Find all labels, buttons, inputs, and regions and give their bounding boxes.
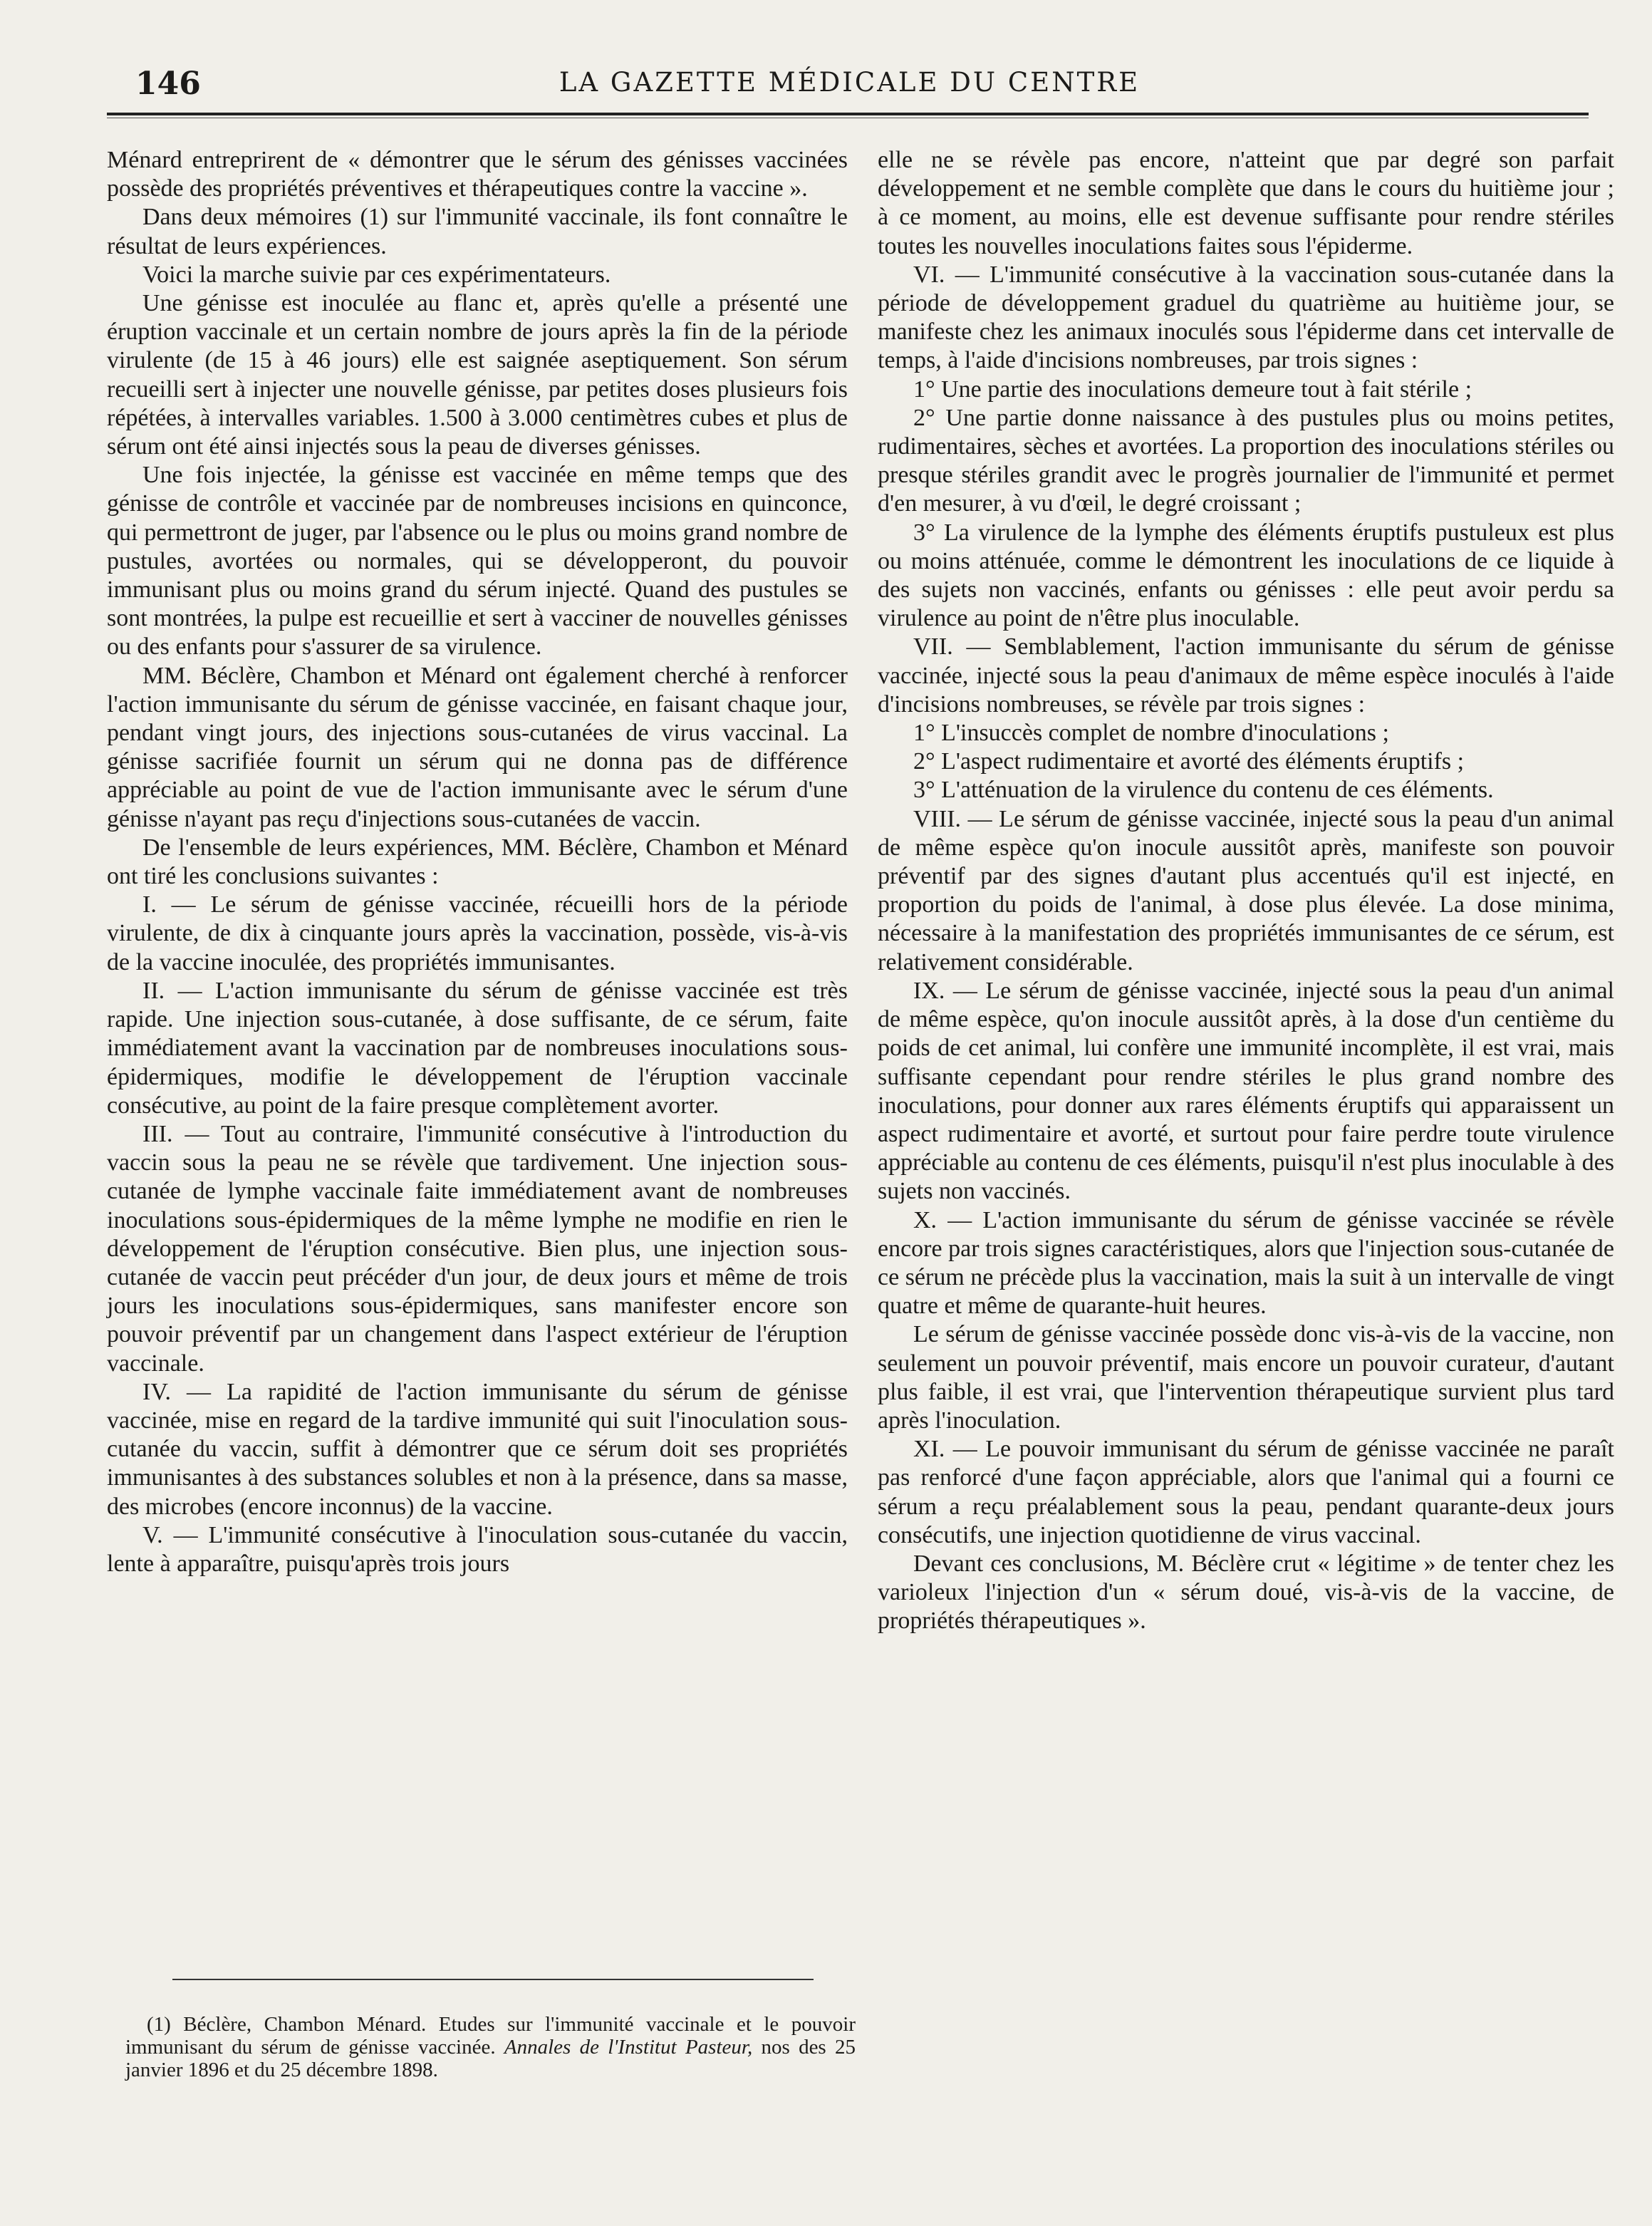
conclusion-IV: IV. — La rapidité de l'action immunisante du sérum de génisse vaccinée, mise en regard de la tardive immunité qui suit l'inoculation sous-cutanée du vaccin, suffit à démontrer que ce sérum doit ses propriétés immunisantes à des substances solubles et non à la présence, dans sa masse, des microbes (encore inconnus) de la vaccine. xyxy=(107,1378,848,1520)
right-column xyxy=(878,146,1614,1636)
paragraph: Dans deux mémoires (1) sur l'immunité vaccinale, ils font connaître le résultat de leurs expériences. xyxy=(107,204,848,259)
conclusion-X: X. — L'action immunisante du sérum de génisse vaccinée se révèle encore par trois signes caractéristiques, alors que l'injection sous-cutanée de ce sérum ne précède plus la vaccination, mais la suit à un intervalle de vingt quatre et même de quarante-huit heures. xyxy=(878,1206,1614,1320)
paragraph: Le sérum de génisse vaccinée possède donc vis-à-vis de la vaccine, non seulement un pouvoir préventif, mais encore un pouvoir curateur, d'autant plus faible, il est vrai, que l'intervention thérapeutique survient plus tard après l'inoculation. xyxy=(878,1321,1614,1434)
footnote-text: (1) Béclère, Chambon Ménard. Etudes sur l'immunité vaccinale et le pouvoir immunisant du sérum de génisse vaccinée. xyxy=(125,2013,856,2059)
conclusion-VII: VII. — Semblablement, l'action immunisante du sérum de génisse vaccinée, injecté sous la peau d'animaux de même espèce inoculés à l'aide d'incisions nombreuses, se révèle par trois signes : xyxy=(878,633,1614,718)
conclusion-IX: IX. — Le sérum de génisse vaccinée, injecté sous la peau d'un animal de même espèce, qu'on inocule aussitôt après, à la dose d'un centième du poids de cet animal, lui confère une immunité incomplète, il est vrai, mais suffisante cependant pour rendre stériles le plus grand nombre des inoculations, pour donner aux rares éléments éruptifs qui apparaissent un aspect rudimentaire et avorté, et surtout pour faire perdre toute virulence appréciable au contenu de ces éléments, puisqu'il n'est plus inoculable à des sujets non vaccinés. xyxy=(878,977,1614,1205)
footnote xyxy=(125,2013,856,2081)
paragraph: Ménard entreprirent de « démontrer que le sérum des génisses vaccinées possède des propriétés préventives et thérapeutiques contre la vaccine ». xyxy=(107,147,848,202)
paragraph: Une fois injectée, la génisse est vaccinée en même temps que des génisse de contrôle et vaccinée par de nombreuses incisions en quinconce, qui permettront de juger, par l'absence ou le plus ou moins grand nombre de pustules, avortées ou normales, qui se développeront, du pouvoir immunisant plus ou moins grand du sérum injecté. Quand des pustules se sont montrées, la pulpe est recueillie et sert à vacciner de nouvelles génisses ou des enfants pour s'assurer de sa virulence. xyxy=(107,462,848,661)
header-rule xyxy=(107,113,1589,115)
conclusion-II: II. — L'action immunisante du sérum de génisse vaccinée est très rapide. Une injection sous-cutanée, à dose suffisante, de ce sérum, faite immédiatement avant la vaccination par de nombreuses inoculations sous-épidermiques, modifie le développement de l'éruption vaccinale consécutive, au point de la faire presque complètement avorter. xyxy=(107,977,848,1119)
paragraph: Voici la marche suivie par ces expérimentateurs. xyxy=(142,261,611,288)
sign-item: 2° Une partie donne naissance à des pustules plus ou moins petites, rudimentaires, sèches et avortées. La proportion des inoculations stériles ou presque stériles grandit avec le progrès journalier de l'immunité et permet d'en mesurer, à vu d'œil, le degré croissant ; xyxy=(878,404,1614,517)
journal-title: LA GAZETTE MÉDICALE DU CENTRE xyxy=(559,67,1141,98)
conclusion-I: I. — Le sérum de génisse vaccinée, récueilli hors de la période virulente, de dix à cinquante jours après la vaccination, possède, vis-à-vis de la vaccine inoculée, des propriétés immunisantes. xyxy=(107,891,848,975)
conclusion-VIII: VIII. — Le sérum de génisse vaccinée, injecté sous la peau d'un animal de même espèce qu'on inocule aussitôt après, manifeste son pouvoir préventif par des signes d'autant plus accentués qu'il est injecté, en proportion du poids de l'animal, à dose plus élevée. La dose minima, nécessaire à la manifestation des propriétés immunisantes de ce sérum, est relativement considérable. xyxy=(878,805,1614,975)
sign-item: 1° Une partie des inoculations demeure tout à fait stérile ; xyxy=(913,376,1472,403)
paragraph: elle ne se révèle pas encore, n'atteint que par degré son parfait développement et ne semble complète que dans le cours du huitième jour ; à ce moment, au moins, elle est devenue suffisante pour rendre stériles toutes les nouvelles inoculations faites sous l'épiderme. xyxy=(878,147,1614,259)
sign-item: 1° L'insuccès complet de nombre d'inoculations ; xyxy=(913,720,1389,747)
paragraph: Une génisse est inoculée au flanc et, après qu'elle a présenté une éruption vaccinale et un certain nombre de jours après la fin de la période virulente (de 15 à 46 jours) elle est saignée aseptiquement. Son sérum recueilli sert à injecter une nouvelle génisse, par petites doses plusieurs fois répétées, à intervalles variables. 1.500 à 3.000 centimètres cubes et plus de sérum ont été ainsi injectés sous la peau de diverses génisses. xyxy=(107,290,848,460)
sign-item: 2° L'aspect rudimentaire et avorté des éléments éruptifs ; xyxy=(913,748,1465,775)
footnote-rule xyxy=(172,1979,814,1980)
page-number: 146 xyxy=(135,66,201,102)
footnote-journal: Annales de l'Institut Pasteur, xyxy=(504,2036,753,2059)
left-column xyxy=(107,146,848,1578)
conclusion-XI: XI. — Le pouvoir immunisant du sérum de génisse vaccinée ne paraît pas renforcé d'une façon appréciable, alors que l'animal qui a fourni ce sérum a reçu préalablement sous la peau, pendant quarante-deux jours consécutifs, une injection quotidienne de virus vaccinal. xyxy=(878,1436,1614,1548)
sign-item: 3° L'atténuation de la virulence du contenu de ces éléments. xyxy=(913,777,1494,804)
conclusion-V: V. — L'immunité consécutive à l'inoculation sous-cutanée du vaccin, lente à apparaître, puisqu'après trois jours xyxy=(107,1521,848,1577)
conclusion-III: III. — Tout au contraire, l'immunité consécutive à l'introduction du vaccin sous la peau ne se révèle que tardivement. Une injection sous-cutanée de lymphe vaccinale faite immédiatement avant de nombreuses inoculations sous-épidermiques de la même lymphe ne modifie en rien le développement de l'éruption consécutive. Bien plus, une injection sous-cutanée de vaccin peut précéder d'un jour, de deux jours et même de trois jours les inoculations sous-épidermiques, sans manifester encore son pouvoir préventif par un changement dans l'aspect extérieur de l'éruption vaccinale. xyxy=(107,1120,848,1377)
conclusion-VI: VI. — L'immunité consécutive à la vaccination sous-cutanée dans la période de développement graduel du quatrième au huitième jour, se manifeste chez les animaux inoculés sous l'épiderme dans cet intervalle de temps, à l'aide d'incisions nombreuses, par trois signes : xyxy=(878,261,1614,374)
sign-item: 3° La virulence de la lymphe des éléments éruptifs pustuleux est plus ou moins atténuée, comme le démontrent les inoculations de ce liquide à des sujets non vaccinés, enfants ou génisses : elle peut avoir perdu sa virulence au point de n'être plus inoculable. xyxy=(878,519,1614,632)
paragraph: MM. Béclère, Chambon et Ménard ont également cherché à renforcer l'action immunisante du sérum de génisse vaccinée, en faisant chaque jour, pendant vingt jours, des injections sous-cutanées de virus vaccinal. La génisse sacrifiée fournit un sérum qui ne donna pas de différence appréciable au point de vue de l'action immunisante avec le sérum d'une génisse n'ayant pas reçu d'injections sous-cutanées de vaccin. xyxy=(107,662,848,832)
page-header xyxy=(107,66,1592,115)
paragraph: De l'ensemble de leurs expériences, MM. Béclère, Chambon et Ménard ont tiré les conclusions suivantes : xyxy=(107,834,848,890)
paragraph: Devant ces conclusions, M. Béclère crut « légitime » de tenter chez les varioleux l'injection d'un « sérum doué, vis-à-vis de la vaccine, de propriétés thérapeutiques ». xyxy=(878,1550,1614,1635)
footnote-dates: nos des 25 janvier 1896 et du 25 décembre 1898. xyxy=(125,2036,856,2081)
